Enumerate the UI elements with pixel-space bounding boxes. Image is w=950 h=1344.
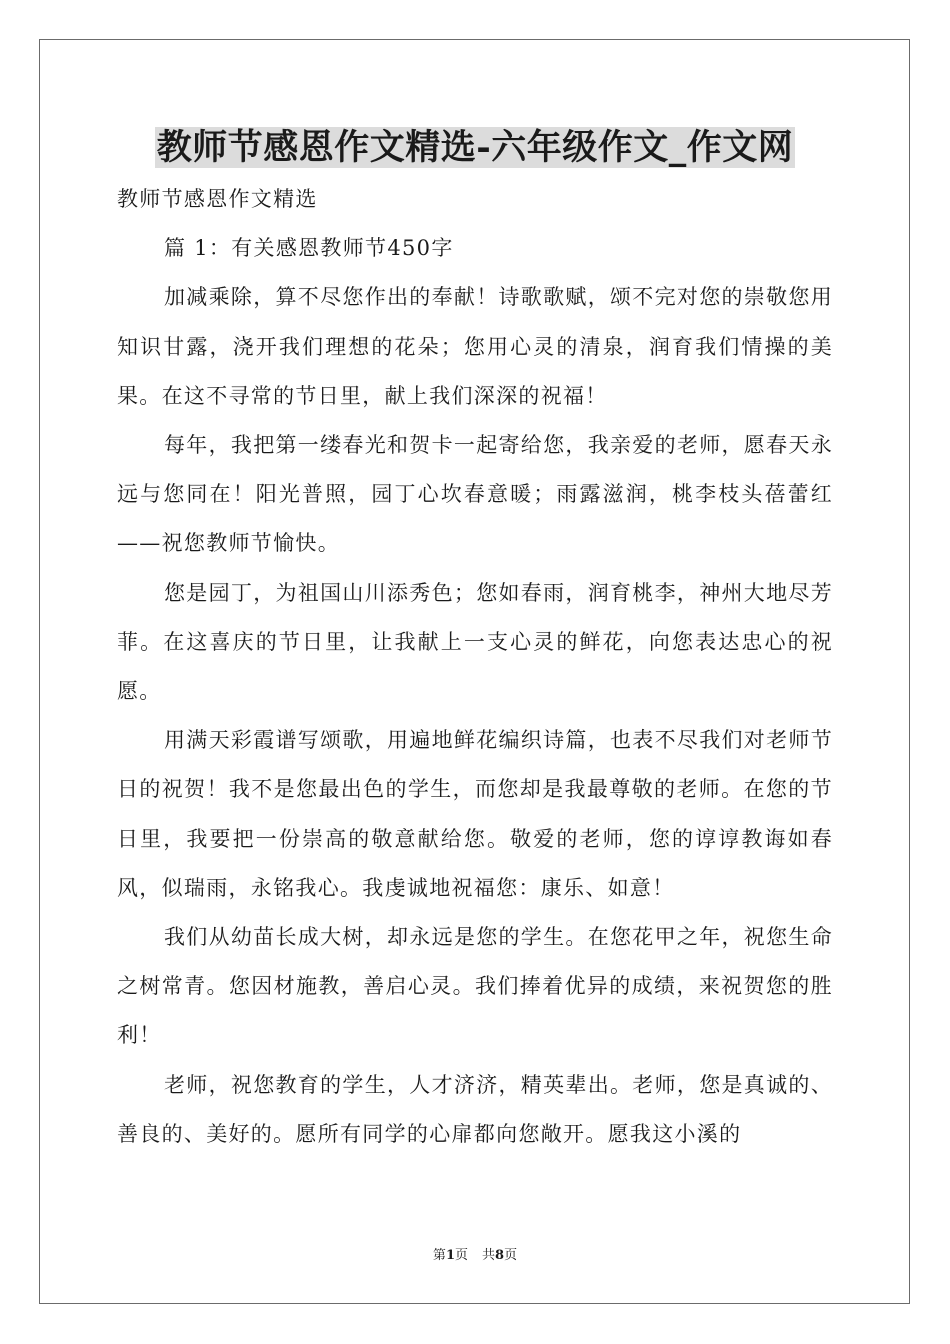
document-body [117,175,833,1159]
document-title [0,126,950,170]
page-footer [0,1247,950,1265]
section-heading: 篇 1：有关感恩教师节450字 [164,236,454,261]
page-suffix: 页 [454,1248,468,1263]
paragraph-3: 您是园丁，为祖国山川添秀色；您如春雨，润育桃李，神州大地尽芳菲。在这喜庆的节日里，让我献上一支心灵的鲜花，向您表达忠心的祝愿。 [117,580,833,704]
page-prefix: 第 [432,1248,446,1263]
paragraph-2: 每年，我把第一缕春光和贺卡一起寄给您，我亲爱的老师，愿春天永远与您同在！阳光普照，园丁心坎春意暖；雨露滋润，桃李枝头蓓蕾红——祝您教师节愉快。 [117,433,833,556]
document-subtitle: 教师节感恩作文精选 [117,187,318,211]
total-prefix: 共 [482,1248,496,1263]
paragraph-5: 我们从幼苗长成大树，却永远是您的学生。在您花甲之年，祝您生命之树常青。您因材施教，善启心灵。我们捧着优异的成绩，来祝贺您的胜利！ [117,925,833,1048]
paragraph-4: 用满天彩霞谱写颂歌，用遍地鲜花编织诗篇，也表不尽我们对老师节日的祝贺！我不是您最出色的学生，而您却是我最尊敬的老师。在您的节日里，我要把一份崇高的敬意献给您。敬爱的老师，您的谆谆教诲如春风，似瑞雨，永铭我心。我虔诚地祝福您：康乐、如意！ [117,728,833,900]
paragraph-6: 老师，祝您教育的学生，人才济济，精英辈出。老师，您是真诚的、善良的、美好的。愿所有同学的心扉都向您敞开。愿我这小溪的 [117,1072,833,1146]
page-current: 1 [445,1248,455,1263]
document-title-text: 教师节感恩作文精选-六年级作文_作文网 [156,127,794,168]
paragraph-1: 加减乘除，算不尽您作出的奉献！诗歌歌赋，颂不完对您的崇敬您用知识甘露，浇开我们理想的花朵；您用心灵的清泉，润育我们情操的美果。在这不寻常的节日里，献上我们深深的祝福！ [117,285,833,408]
total-suffix: 页 [504,1248,518,1263]
page-total: 8 [495,1248,505,1263]
